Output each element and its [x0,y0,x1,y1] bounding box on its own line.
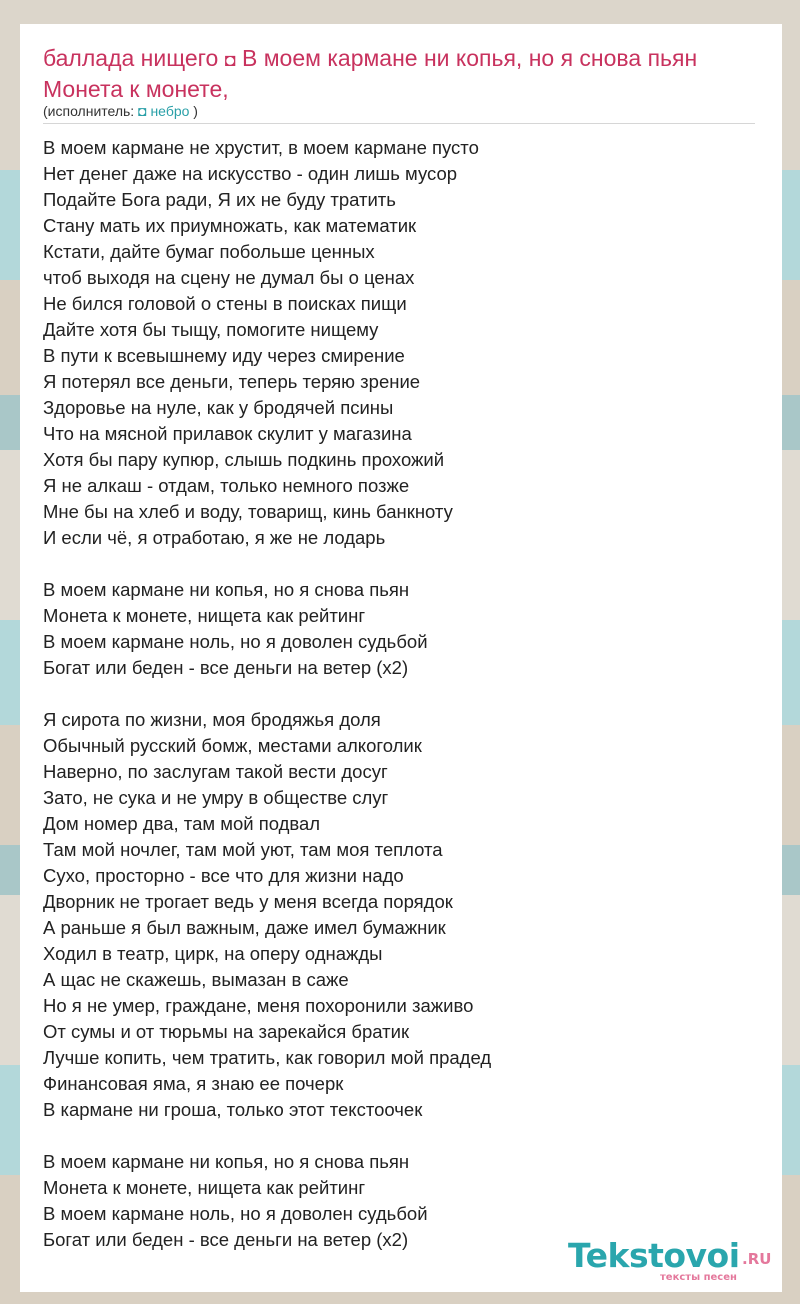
performer-line [43,103,198,119]
lyric-line: А раньше я был важным, даже имел бумажник [43,917,446,938]
lyric-line: В моем кармане ноль, но я доволен судьбой [43,1203,428,1224]
lyric-blank-line [43,1123,763,1149]
lyric-line: В моем кармане ноль, но я доволен судьбой [43,631,428,652]
lyric-line: Дайте хотя бы тыщу, помогите нищему [43,319,379,340]
lyric-line: Дворник не трогает ведь у меня всегда порядок [43,891,453,912]
lyrics-text [43,135,763,1253]
performer-name: небро [150,103,190,119]
lyric-line: Стану мать их приумножать, как математик [43,215,417,236]
subtitle-line1: В моем кармане ни копья, но я снова пьян [242,45,698,71]
lyric-line: Обычный русский бомж, местами алкоголик [43,735,422,756]
logo-tagline: тексты песен [660,1272,737,1283]
lyric-line: Дом номер два, там мой подвал [43,813,321,834]
lyric-line: Я не алкаш - отдам, только немного позже [43,475,410,496]
lyric-line: А щас не скажешь, вымазан в саже [43,969,349,990]
lyric-line: Богат или беден - все деньги на ветер (x2) [43,1229,409,1250]
lyric-line: Монета к монете, нищета как рейтинг [43,1177,366,1198]
lyric-line: Мне бы на хлеб и воду, товарищ, кинь банкноту [43,501,453,522]
site-logo[interactable] [568,1236,778,1286]
performer-prefix: (исполнитель: [43,103,135,119]
logo-brand: Tekstovoi [568,1236,740,1275]
song-title: баллада нищего [43,45,219,71]
lyric-line: чтоб выходя на сцену не думал бы о ценах [43,267,415,288]
lyric-line: Финансовая яма, я знаю ее почерк [43,1073,344,1094]
lyric-line: Я сирота по жизни, моя бродяжья доля [43,709,381,730]
lyric-line: Что на мясной прилавок скулит у магазина [43,423,412,444]
lyric-line: В кармане ни гроша, только этот текстоочек [43,1099,423,1120]
lyric-line: Но я не умер, граждане, меня похоронили заживо [43,995,474,1016]
lyric-line: Я потерял все деньги, теперь теряю зрение [43,371,421,392]
lyric-line: Хотя бы пару купюр, слышь подкинь прохожий [43,449,445,470]
performer-link[interactable] [138,103,193,119]
lyric-line: В пути к всевышнему иду через смирение [43,345,405,366]
lyric-line: Богат или беден - все деньги на ветер (x2) [43,657,409,678]
lyric-blank-line [43,551,763,577]
lyric-line: Наверно, по заслугам такой вести досуг [43,761,388,782]
lyric-line: Зато, не сука и не умру в обществе слуг [43,787,389,808]
lyric-line: И если чё, я отработаю, я же не лодарь [43,527,386,548]
lyric-line: Монета к монете, нищета как рейтинг [43,605,366,626]
lyric-line: Сухо, просторно - все что для жизни надо [43,865,404,886]
lyric-line: Здоровье на нуле, как у бродячей псины [43,397,394,418]
lyric-line: Не бился головой о стены в поисках пищи [43,293,407,314]
lyric-line: В моем кармане ни копья, но я снова пьян [43,1151,410,1172]
lyric-line: От сумы и от тюрьмы на зарекайся братик [43,1021,410,1042]
lyric-line: Подайте Бога ради, Я их не буду тратить [43,189,396,210]
lyric-line: Там мой ночлег, там мой уют, там моя теплота [43,839,443,860]
lyric-line: Лучше копить, чем тратить, как говорил мой прадед [43,1047,492,1068]
separator-icon: ◘ [224,50,236,70]
lyric-line: Ходил в театр, цирк, на оперу однажды [43,943,383,964]
page-title [43,44,763,104]
logo-tld: .RU [742,1250,772,1268]
lyric-blank-line [43,681,763,707]
divider [43,123,755,124]
subtitle-line2: Монета к монете, [43,76,229,102]
lyric-line: В моем кармане ни копья, но я снова пьян [43,579,410,600]
lyric-line: В моем кармане не хрустит, в моем кармане пусто [43,137,479,158]
performer-suffix: ) [193,103,198,119]
lyric-line: Кстати, дайте бумаг побольше ценных [43,241,375,262]
performer-icon: ◘ [138,103,147,119]
lyric-line: Нет денег даже на искусство - один лишь мусор [43,163,458,184]
